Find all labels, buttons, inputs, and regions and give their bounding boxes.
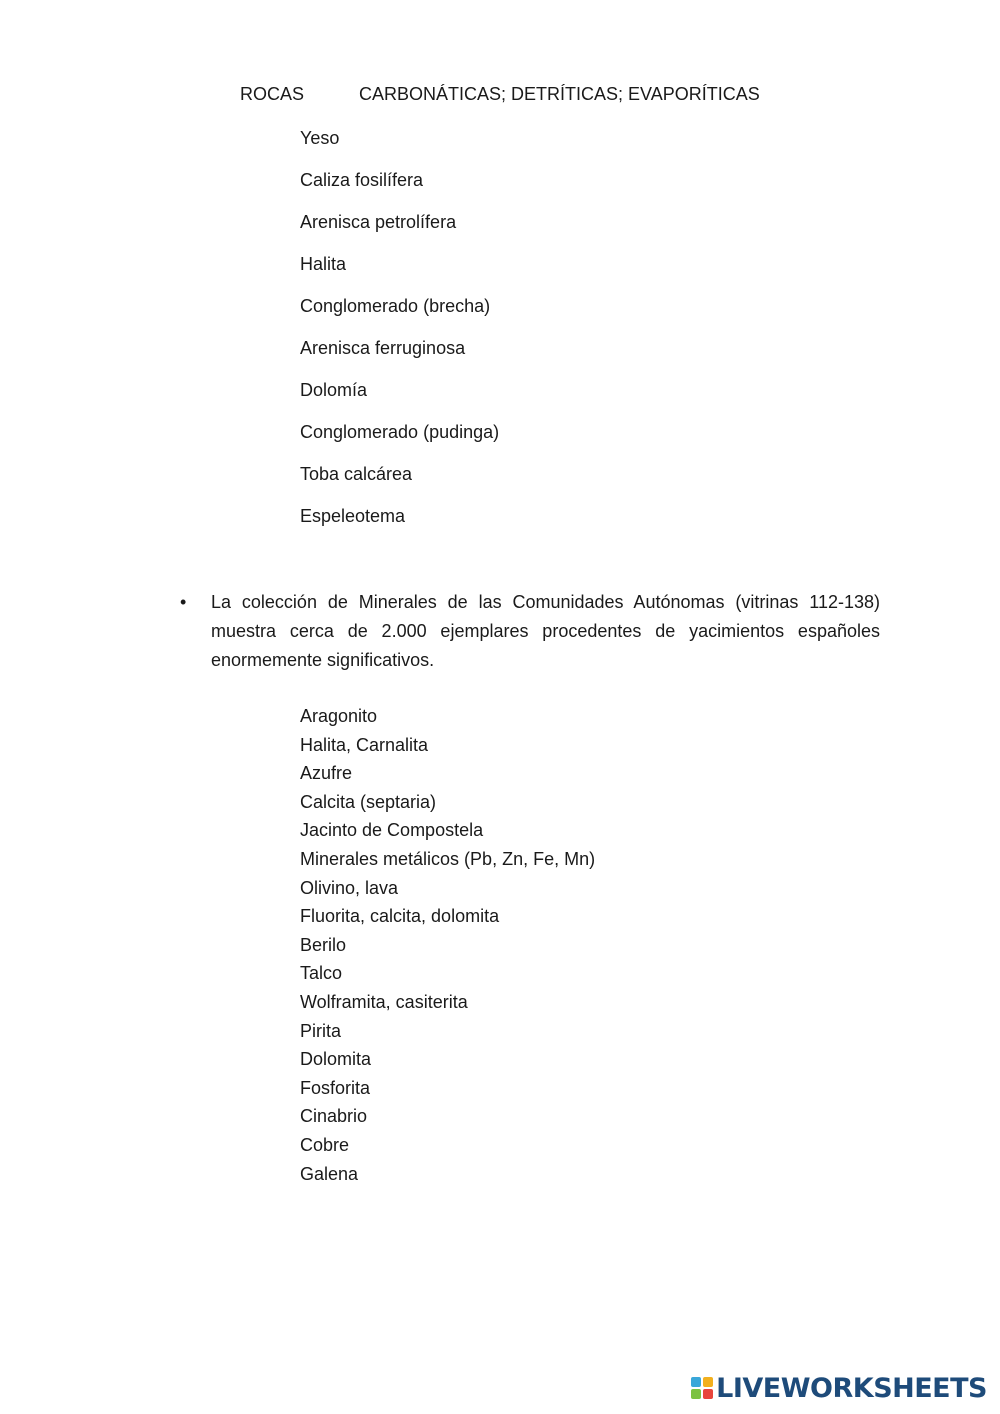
mineral-item: Halita, Carnalita — [300, 734, 429, 755]
mineral-item: Talco — [300, 963, 343, 984]
rock-item: Arenisca ferruginosa — [300, 338, 466, 358]
bullet-icon: • — [180, 592, 187, 612]
collection-description: La colección de Minerales de las Comunidades Autónomas (vitrinas 112-138) muestra cerca de 2.000 ejemplares procedentes de yacimientos españoles enormemente significativos. — [211, 592, 880, 670]
mineral-item: Fluorita, calcita, dolomita — [300, 906, 500, 927]
mineral-item: Jacinto de Compostela — [300, 820, 484, 841]
mineral-item: Galena — [300, 1163, 359, 1184]
rock-item: Conglomerado (pudinga) — [300, 422, 500, 442]
mineral-item: Wolframita, casiterita — [300, 991, 468, 1012]
mineral-item: Dolomita — [300, 1049, 372, 1070]
liveworksheets-logo[interactable] — [691, 1372, 987, 1404]
rock-item: Yeso — [300, 128, 340, 148]
minerals-list — [300, 702, 595, 1188]
rock-item: Halita — [300, 254, 347, 274]
mineral-item: Azufre — [300, 763, 353, 784]
mineral-item: Pirita — [300, 1020, 342, 1041]
rocks-header — [240, 84, 760, 105]
rock-item: Toba calcárea — [300, 464, 413, 484]
mineral-item: Berilo — [300, 934, 347, 955]
logo-square-yellow — [703, 1377, 713, 1387]
rocks-header-label: ROCAS — [240, 84, 305, 104]
mineral-item: Cinabrio — [300, 1106, 368, 1127]
rock-item: Arenisca petrolífera — [300, 212, 457, 232]
mineral-item: Calcita (septaria) — [300, 791, 437, 812]
logo-square-red — [703, 1389, 713, 1399]
rock-item: Espeleotema — [300, 506, 406, 526]
rock-item: Caliza fosilífera — [300, 170, 424, 190]
logo-text: LIVEWORKSHEETS — [716, 1372, 987, 1404]
mineral-item: Olivino, lava — [300, 877, 399, 898]
logo-square-green — [691, 1389, 701, 1399]
collection-paragraph — [180, 588, 880, 675]
mineral-item: Cobre — [300, 1134, 350, 1155]
rocks-list — [300, 125, 499, 545]
rock-item: Conglomerado (brecha) — [300, 296, 491, 316]
logo-square-blue — [691, 1377, 701, 1387]
rock-item: Dolomía — [300, 380, 368, 400]
mineral-item: Aragonito — [300, 706, 378, 726]
liveworksheets-mark-icon — [691, 1377, 713, 1399]
mineral-item: Fosforita — [300, 1077, 371, 1098]
mineral-item: Minerales metálicos (Pb, Zn, Fe, Mn) — [300, 848, 596, 869]
rock-types-label: CARBONÁTICAS; DETRÍTICAS; EVAPORÍTICAS — [359, 84, 760, 104]
